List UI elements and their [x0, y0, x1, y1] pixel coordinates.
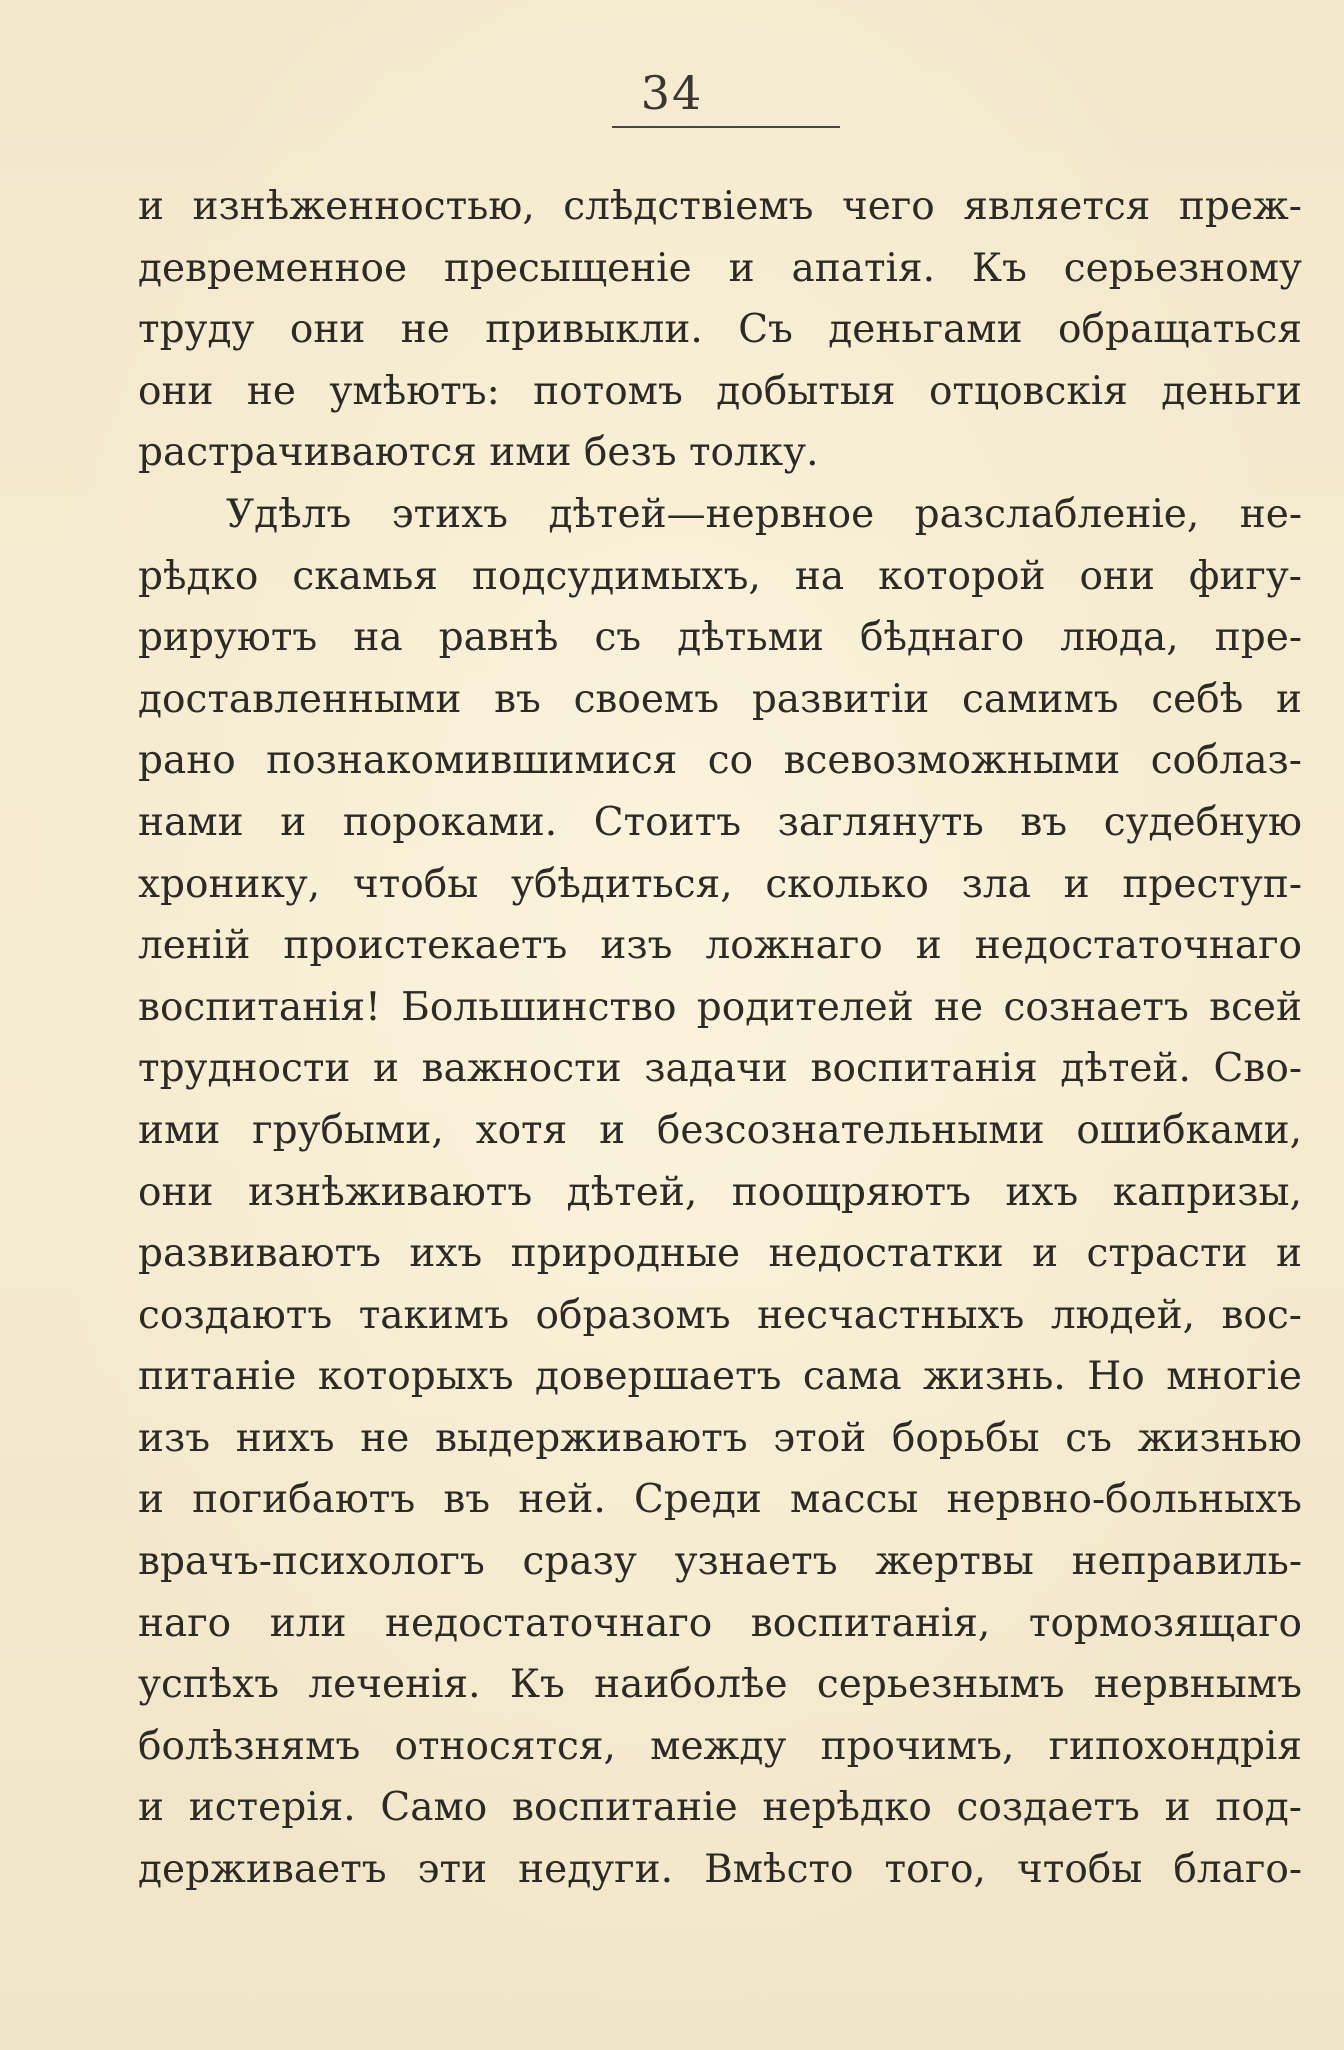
- text-line: наго или недостаточнаго воспитанія, тормозящаго: [138, 1600, 1302, 1646]
- text-line: нами и пороками. Стоитъ заглянуть въ судебную: [138, 799, 1302, 845]
- text-line: рѣдко скамья подсудимыхъ, на которой они фигу-: [138, 553, 1302, 599]
- text-line: труду они не привыкли. Съ деньгами обращаться: [138, 307, 1302, 353]
- text-line: болѣзнямъ относятся, между прочимъ, гипохондрія: [138, 1723, 1302, 1769]
- text-line: питаніе которыхъ довершаетъ сама жизнь. Но многіе: [138, 1354, 1302, 1400]
- text-line: трудности и важности задачи воспитанія дѣтей. Сво-: [138, 1046, 1302, 1092]
- text-line: держиваетъ эти недуги. Вмѣсто того, чтобы благо-: [138, 1847, 1302, 1893]
- text-line: воспитанія! Большинство родителей не сознаетъ всей: [138, 984, 1302, 1030]
- page-number: 34: [640, 66, 704, 120]
- text-line: создаютъ такимъ образомъ несчастныхъ людей, вос-: [138, 1292, 1302, 1338]
- text-line: девременное пресыщеніе и апатія. Къ серьезному: [138, 245, 1302, 291]
- text-line: и изнѣженностью, слѣдствіемъ чего является преж-: [138, 184, 1302, 229]
- text-line: рано познакомившимися со всевозможными соблаз-: [138, 738, 1302, 784]
- text-line: они изнѣживаютъ дѣтей, поощряютъ ихъ капризы,: [138, 1169, 1302, 1215]
- text-line: хронику, чтобы убѣдиться, сколько зла и преступ-: [138, 861, 1302, 907]
- text-line: врачъ-психологъ сразу узнаетъ жертвы неправиль-: [138, 1539, 1302, 1585]
- text-line: Удѣлъ этихъ дѣтей—нервное разслабленіе, не-: [226, 491, 1302, 537]
- page-number-rule: [612, 126, 840, 128]
- text-line: они не умѣютъ: потомъ добытыя отцовскія деньги: [138, 368, 1302, 414]
- text-line: рируютъ на равнѣ съ дѣтьми бѣднаго люда, пре-: [138, 615, 1302, 661]
- text-line: развиваютъ ихъ природные недостатки и страсти и: [138, 1231, 1302, 1277]
- text-line: ими грубыми, хотя и безсознательными ошибками,: [138, 1107, 1302, 1153]
- body-text: [138, 176, 1302, 1901]
- text-line: изъ нихъ не выдерживаютъ этой борьбы съ жизнью: [138, 1415, 1302, 1461]
- text-line: леній проистекаетъ изъ ложнаго и недостаточнаго: [138, 923, 1302, 969]
- text-line: успѣхъ леченія. Къ наиболѣе серьезнымъ нервнымъ: [138, 1662, 1302, 1708]
- text-line: и погибаютъ въ ней. Среди массы нервно-больныхъ: [138, 1477, 1302, 1523]
- text-line: доставленными въ своемъ развитіи самимъ себѣ и: [138, 676, 1302, 722]
- text-line: и истерія. Само воспитаніе нерѣдко создаетъ и под-: [138, 1785, 1302, 1831]
- text-line: растрачиваются ими безъ толку.: [138, 430, 819, 476]
